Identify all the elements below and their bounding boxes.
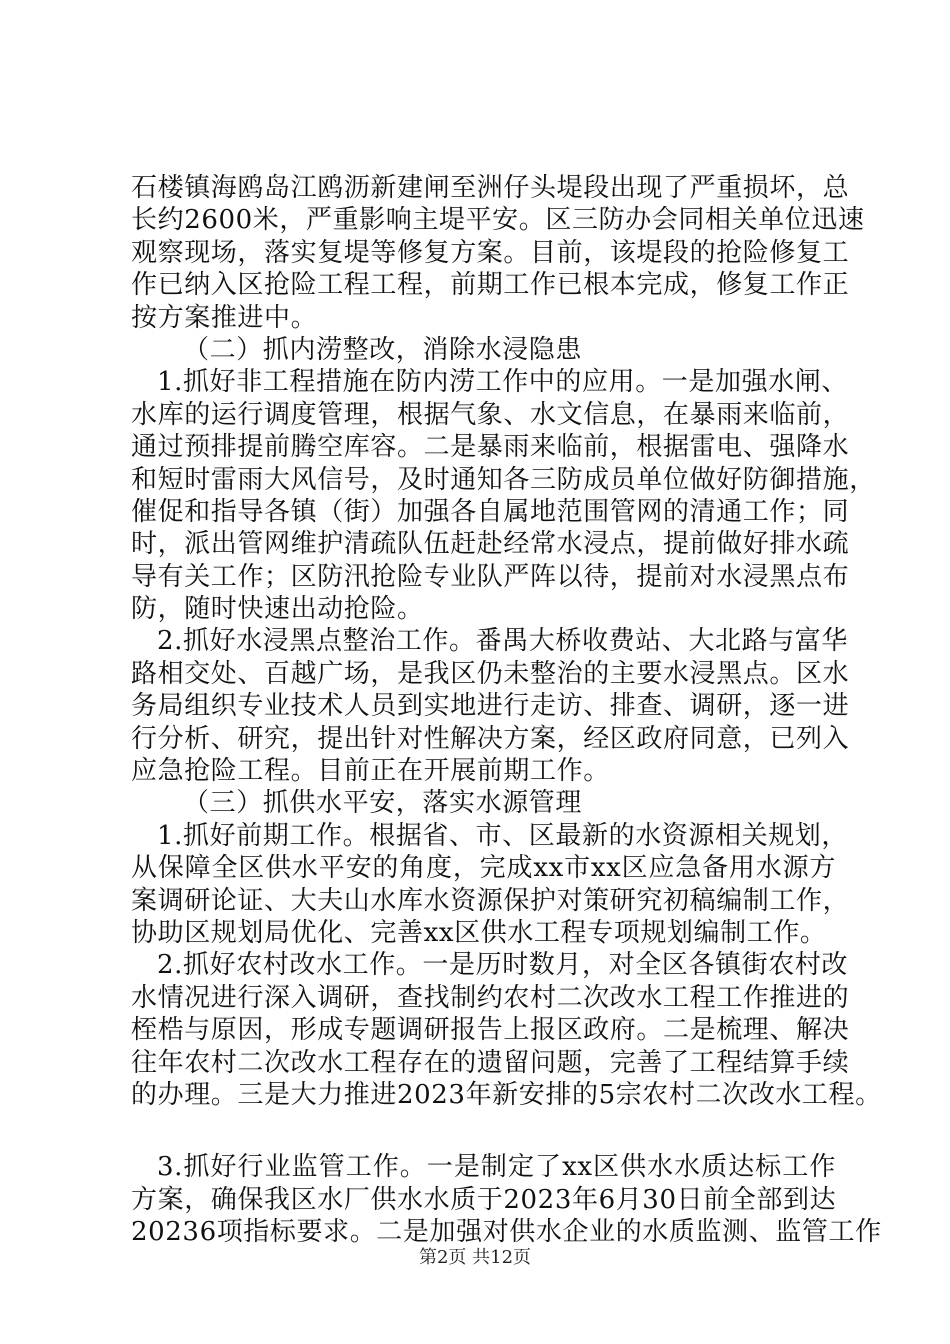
paragraph-first-line: 2.抓好水浸黑点整治工作。番禺大桥收费站、大北路与富华 [157,626,849,657]
paragraph-gap [131,1111,836,1151]
text-line: 和短时雷雨大风信号，及时通知各三防成员单位做好防御措施， [131,464,876,495]
text-line: 协助区规划局优化、完善xx区供水工程专项规划编制工作。 [131,917,827,948]
section-heading: （三）抓供水平安，落实水源管理 [183,788,583,819]
text-line: 水情况进行深入调研，查找制约农村二次改水工程工作推进的 [131,982,850,1013]
text-line: 防，随时快速出动抢险。 [131,594,424,625]
text-line: 长约2600米，严重影响主堤平安。区三防办会同相关单位迅速 [131,205,865,236]
text-line: 观察现场，落实复堤等修复方案。目前，该堤段的抢险修复工 [131,237,850,268]
text-line: 方案，确保我区水厂供水水质于2023年6月30日前全部到达 [131,1184,837,1215]
text-line: 应急抢险工程。目前正在开展前期工作。 [131,756,610,787]
paragraph-first-line: 2.抓好农村改水工作。一是历时数月，对全区各镇街农村改 [157,950,849,981]
text-line: 水库的运行调度管理，根据气象、水文信息，在暴雨来临前， [131,399,850,430]
section-heading: （二）抓内涝整改，消除水浸隐患 [183,334,583,365]
page-number-footer: 第2页 共12页 [418,1247,532,1268]
text-line: 作已纳入区抢险工程工程，前期工作已根本完成，修复工作正 [131,270,850,301]
paragraph-first-line: 3.抓好行业监管工作。一是制定了xx区供水水质达标工作 [157,1152,836,1183]
text-line: 案调研论证、大夫山水库水资源保护对策研究初稿编制工作， [131,885,850,916]
text-line: 导有关工作；区防汛抢险专业队严阵以待，提前对水浸黑点布 [131,561,850,592]
text-line: 时，派出管网维护清疏队伍赶赴经常水浸点，提前做好排水疏 [131,529,850,560]
text-line: 催促和指导各镇（街）加强各自属地范围管网的清通工作；同 [131,496,850,527]
text-line: 的办理。三是大力推进2023年新安排的5宗农村二次改水工程。 [131,1079,882,1110]
text-line: 20236项指标要求。二是加强对供水企业的水质监测、监管工作 [131,1217,882,1248]
text-line: 从保障全区供水平安的角度，完成xx市xx区应急备用水源方 [131,853,836,884]
text-line: 路相交处、百越广场，是我区仍未整治的主要水浸黑点。区水 [131,658,850,689]
document-body [131,172,882,1249]
text-line: 务局组织专业技术人员到实地进行走访、排查、调研，逐一进 [131,691,850,722]
text-line: 石楼镇海鸥岛江鸥沥新建闸至洲仔头堤段出现了严重损坏，总 [131,173,850,203]
text-line: 行分析、研究，提出针对性解决方案，经区政府同意，已列入 [131,723,850,754]
paragraph-first-line: 1.抓好非工程措施在防内涝工作中的应用。一是加强水闸、 [157,367,849,398]
text-line: 桎梏与原因，形成专题调研报告上报区政府。二是梳理、解决 [131,1015,850,1046]
text-line: 按方案推进中。 [131,302,318,333]
text-line: 通过预排提前腾空库容。二是暴雨来临前，根据雷电、强降水 [131,432,850,463]
paragraph-first-line: 1.抓好前期工作。根据省、市、区最新的水资源相关规划， [157,820,849,851]
text-line: 往年农村二次改水工程存在的遗留问题，完善了工程结算手续 [131,1047,850,1078]
